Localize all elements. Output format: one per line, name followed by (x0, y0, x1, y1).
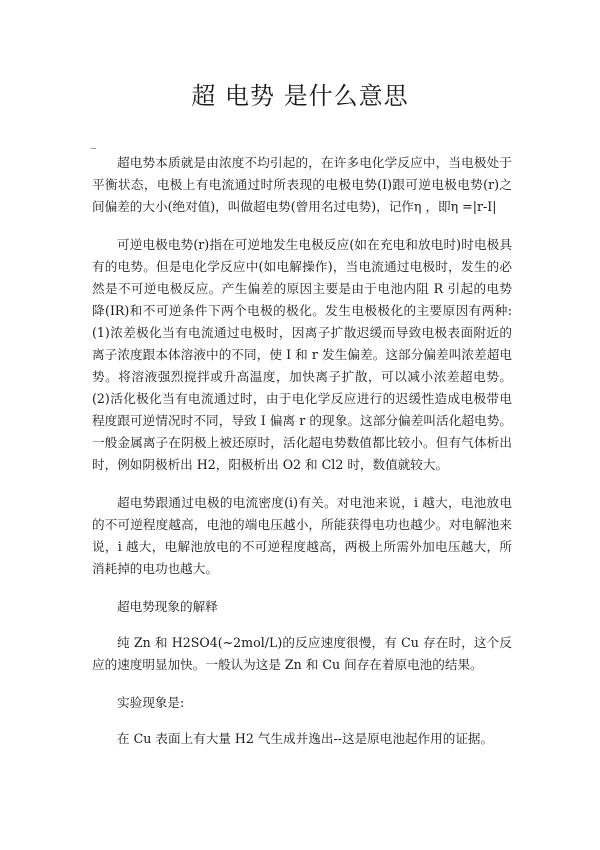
paragraph-zn-reaction: 纯 Zn 和 H2SO4(~2mol/L)的反应速度很慢，有 Cu 存在时，这个反应的速度明显加快。一般认为这是 Zn 和 Cu 间存在着原电池的结果。 (92, 635, 512, 672)
paragraph-definition: 超电势本质就是由浓度不均引起的，在许多电化学反应中，当电极处于平衡状态，电极上有电流通过时所表现的电极电势(I)跟可逆电极电势(r)之间偏差的大小(绝对值)，叫做超电势(曾用名过电势)，记作η ，即η =|r-I| (92, 155, 512, 214)
page-title: 超 电势 是什么意思 (191, 82, 409, 110)
section-heading-phenomenon: 实验现象是: (117, 695, 185, 710)
margin-mark (91, 148, 96, 149)
paragraph-current-density: 超电势跟通过电极的电流密度(i)有关。对电池来说，i 越大，电池放电的不可逆程度越高，电池的端电压越小，所能获得电功也越少。对电解池来说，i 越大，电解池放电的不可逆程度越高，两极上所需外加电压越大，所消耗掉的电功也越大。 (92, 495, 512, 576)
document-body (92, 152, 512, 766)
paragraph-polarization: 可逆电极电势(r)指在可逆地发生电极反应(如在充电和放电时)时电极具有的电势。但是电化学反应中(如电解操作)，当电流通过电极时，发生的必然是不可逆电极反应。产生偏差的原因主要是由于电池内阻 R 引起的电势降(IR)和不可逆条件下两个电极的极化。发生电极极化的主要原因有两种:(1)浓差极化当有电流通过电极时，因离子扩散迟缓而导致电极表面附近的离子浓度跟本体溶液中的不同，使 I 和 r 发生偏差。这部分偏差叫浓差超电势。将溶液强烈搅拌或升高温度，加快离子扩散，可以减小浓差超电势。(2)活化极化当有电流通过时，由于电化学反应进行的迟缓性造成电极带电程度跟可逆情况时不同，导致 I 偏离 r 的现象。这部分偏差叫活化超电势。一般金属离子在阴极上被还原时，活化超电势数值都比较小。但有气体析出时，例如阴极析出 H2，阳极析出 O2 和 Cl2 时，数值就较大。 (92, 237, 512, 472)
paragraph-cu-surface: 在 Cu 表面上有大量 H2 气生成并逸出--这是原电池起作用的证据。 (117, 731, 494, 746)
section-heading-explanation: 超电势现象的解释 (117, 599, 218, 614)
